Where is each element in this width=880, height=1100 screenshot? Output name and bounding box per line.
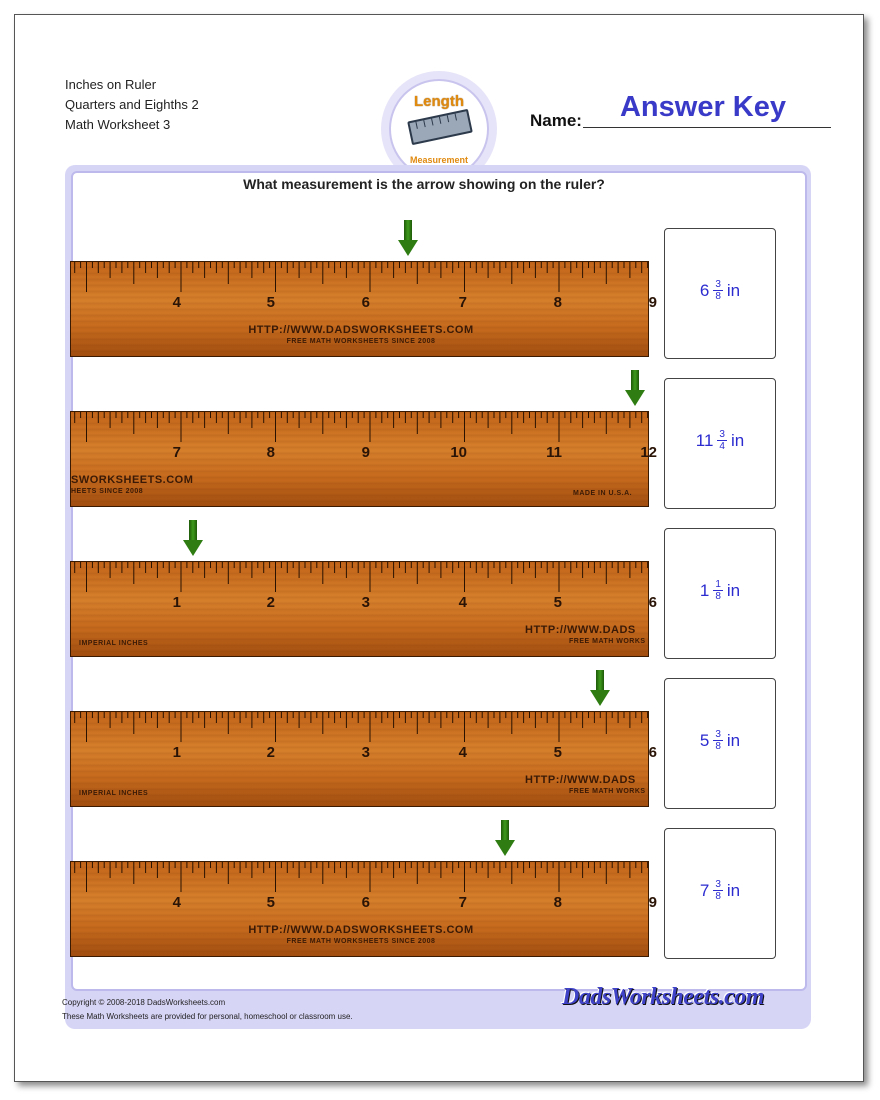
answer-fraction xyxy=(713,279,723,302)
fraction-denominator: 8 xyxy=(715,591,721,602)
answer-unit: in xyxy=(726,730,741,750)
ruler-number: 7 xyxy=(458,894,467,911)
answer-whole: 7 xyxy=(699,880,710,900)
ruler-number: 6 xyxy=(361,294,370,311)
fraction-denominator: 8 xyxy=(715,741,721,752)
ruler-number: 4 xyxy=(172,894,181,911)
answer-box xyxy=(664,228,776,359)
ruler-number: 8 xyxy=(553,294,562,311)
pointer-arrow-icon xyxy=(186,520,200,558)
dadsworksheets-logo: DadsWorksheets.com xyxy=(562,984,764,1010)
answer-whole: 5 xyxy=(699,730,710,750)
fraction-numerator: 3 xyxy=(715,279,721,290)
ruler-number: 7 xyxy=(172,444,181,461)
ruler-number: 10 xyxy=(450,444,467,461)
ruler-imprint: IMPERIAL INCHES xyxy=(79,790,149,797)
answer-whole: 1 xyxy=(699,580,710,600)
answer-value xyxy=(665,579,775,602)
ruler-imprint: HTTP://WWW.DADSWORKSHEETS.COM xyxy=(248,924,474,936)
fraction-denominator: 4 xyxy=(719,441,725,452)
ruler-number: 6 xyxy=(648,744,657,761)
fraction-numerator: 3 xyxy=(719,429,725,440)
ruler-imprint: SWORKSHEETS.COM xyxy=(71,474,194,486)
ruler-imprint: HTTP://WWW.DADS xyxy=(525,774,636,786)
answer-fraction xyxy=(713,579,723,602)
question-prompt: What measurement is the arrow showing on the ruler? xyxy=(243,176,605,192)
ruler-number: 4 xyxy=(458,744,467,761)
pointer-arrow-icon xyxy=(628,370,642,408)
ruler-3 xyxy=(70,561,657,657)
answer-value xyxy=(665,729,775,752)
ruler-number: 12 xyxy=(640,444,657,461)
ruler-number: 7 xyxy=(458,294,467,311)
ruler-number: 1 xyxy=(172,744,181,761)
ruler-imprint: IMPERIAL INCHES xyxy=(79,640,149,647)
answer-fraction xyxy=(713,879,723,902)
answer-whole: 6 xyxy=(699,280,710,300)
answer-value xyxy=(665,879,775,902)
answer-value xyxy=(665,279,775,302)
worksheet-title: Inches on Ruler xyxy=(65,77,157,92)
ruler-number: 2 xyxy=(266,744,275,761)
ruler-imprint: MADE IN U.S.A. xyxy=(573,490,633,497)
name-label: Name: xyxy=(530,111,582,130)
fraction-numerator: 3 xyxy=(715,879,721,890)
ruler-number: 5 xyxy=(266,894,275,911)
ruler-number: 11 xyxy=(546,444,562,461)
worksheet-number: Math Worksheet 3 xyxy=(65,117,171,132)
answer-box xyxy=(664,828,776,959)
ruler-number: 8 xyxy=(553,894,562,911)
answer-fraction xyxy=(717,429,727,452)
fraction-numerator: 1 xyxy=(715,579,721,590)
ruler-number: 4 xyxy=(172,294,181,311)
ruler-imprint: FREE MATH WORKS xyxy=(569,788,646,795)
ruler-imprint: HTTP://WWW.DADS xyxy=(525,624,636,636)
ruler-number: 2 xyxy=(266,594,275,611)
ruler-icon xyxy=(407,109,473,145)
ruler-number: 9 xyxy=(648,294,657,311)
copyright-text: Copyright © 2008-2018 DadsWorksheets.com xyxy=(62,998,226,1007)
ruler-imprint: FREE MATH WORKS xyxy=(569,638,646,645)
pointer-arrow-icon xyxy=(498,820,512,858)
ruler-number: 5 xyxy=(266,294,275,311)
ruler-2 xyxy=(70,411,657,507)
answer-value xyxy=(665,429,775,452)
ruler-number: 9 xyxy=(361,444,370,461)
ruler-imprint: HEETS SINCE 2008 xyxy=(71,488,144,495)
worksheet-subtitle: Quarters and Eighths 2 xyxy=(65,97,199,112)
badge-subtitle: Measurement xyxy=(409,155,469,165)
pointer-arrow-icon xyxy=(593,670,607,708)
answer-unit: in xyxy=(726,580,741,600)
ruler-number: 4 xyxy=(458,594,467,611)
usage-notice: These Math Worksheets are provided for personal, homeschool or classroom use. xyxy=(62,1012,353,1021)
badge-title: Length xyxy=(414,93,464,110)
ruler-number: 3 xyxy=(361,594,370,611)
answer-fraction xyxy=(713,729,723,752)
ruler-number: 6 xyxy=(648,594,657,611)
ruler-number: 6 xyxy=(361,894,370,911)
ruler-number: 3 xyxy=(361,744,370,761)
ruler-imprint: FREE MATH WORKSHEETS SINCE 2008 xyxy=(286,338,436,345)
answer-unit: in xyxy=(726,280,741,300)
answer-box xyxy=(664,528,776,659)
ruler-number: 5 xyxy=(553,594,562,611)
ruler-number: 9 xyxy=(648,894,657,911)
fraction-denominator: 8 xyxy=(715,291,721,302)
fraction-numerator: 3 xyxy=(715,729,721,740)
answer-box xyxy=(664,378,776,509)
answer-box xyxy=(664,678,776,809)
answer-unit: in xyxy=(730,430,745,450)
answer-key-title: Answer Key xyxy=(619,91,786,123)
ruler-imprint: FREE MATH WORKSHEETS SINCE 2008 xyxy=(286,938,436,945)
answer-whole: 11 xyxy=(695,430,714,450)
ruler-4 xyxy=(70,711,657,807)
name-underline xyxy=(583,127,831,128)
ruler-number: 1 xyxy=(172,594,181,611)
ruler-number: 8 xyxy=(266,444,275,461)
answer-unit: in xyxy=(726,880,741,900)
fraction-denominator: 8 xyxy=(715,891,721,902)
ruler-imprint: HTTP://WWW.DADSWORKSHEETS.COM xyxy=(248,324,474,336)
ruler-number: 5 xyxy=(553,744,562,761)
pointer-arrow-icon xyxy=(401,220,415,258)
ruler-5 xyxy=(70,861,657,957)
ruler-1 xyxy=(70,261,657,357)
